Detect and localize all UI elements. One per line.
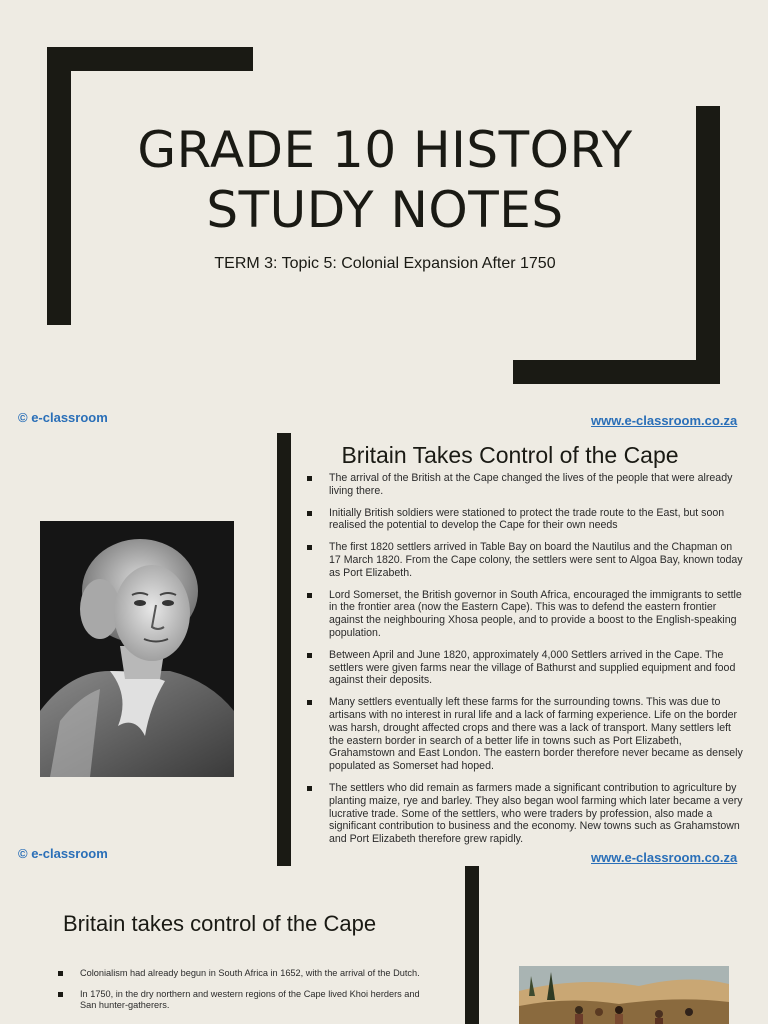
title-line-2: STUDY NOTES xyxy=(206,181,564,239)
website-link[interactable]: www.e-classroom.co.za xyxy=(591,413,738,428)
frame-top-left-horizontal xyxy=(47,47,253,71)
list-item: In 1750, in the dry northern and western regions of the Cape lived Khoi herders and San hunter-gatherers. xyxy=(56,989,426,1012)
lord-somerset-portrait xyxy=(40,521,234,777)
list-item: The first 1820 settlers arrived in Table Bay on board the Nautilus and the Chapman on 17 March 1820. From the Cape colony, the settlers were sent to Algoa Bay, known today as Port Elizabeth. xyxy=(306,541,746,579)
slide2-heading: Britain Takes Control of the Cape xyxy=(341,442,679,468)
website-link[interactable]: www.e-classroom.co.za xyxy=(591,850,738,865)
settlers-painting xyxy=(519,966,729,1024)
copyright-label: © e-classroom xyxy=(18,410,108,425)
painting-illustration xyxy=(519,966,729,1024)
slide2-divider xyxy=(277,433,291,866)
list-item: Colonialism had already begun in South Africa in 1652, with the arrival of the Dutch. xyxy=(56,968,426,980)
list-item: Many settlers eventually left these farms for the surrounding towns. This was due to artisans with no interest in rural life and a lack of farming experience. Life on the border was harsh, drought affected crops and there was a lack of transport. Many settlers left the eastern border in search of a better life in towns such as Port Elizabeth, Grahamstown and East London. The eastern border therefore never became as densely populated as Somerset had hoped. xyxy=(306,696,746,773)
slide3-bullet-list xyxy=(56,968,426,1021)
slide2-bullet-list xyxy=(306,472,746,855)
list-item: Initially British soldiers were stationed to protect the trade route to the East, but soon realised the potential to develop the Cape for their own needs xyxy=(306,507,746,533)
portrait-illustration xyxy=(40,521,234,777)
title-line-1: GRADE 10 HISTORY xyxy=(137,121,633,179)
slide-subtitle: TERM 3: Topic 5: Colonial Expansion After 1750 xyxy=(214,255,556,272)
slide3-divider xyxy=(465,866,479,1024)
list-item: Lord Somerset, the British governor in South Africa, encouraged the immigrants to settle in the frontier area (now the Eastern Cape). This was to defend the eastern frontier against the neighbouring Xhosa people, and to provide a boost to the English-speaking population. xyxy=(306,589,746,640)
slide-title xyxy=(60,120,710,240)
copyright-label: © e-classroom xyxy=(18,846,108,861)
list-item: Between April and June 1820, approximately 4,000 Settlers arrived in the Cape. The settlers were given farms near the village of Bathurst and supplied equipment and food against their deposits. xyxy=(306,649,746,687)
list-item: The settlers who did remain as farmers made a significant contribution to agriculture by planting maize, rye and barley. They also began wool farming which later became a very lucrative trade. Some of the settlers, who were traders by profession, also made a significant contribution to business and the economy. New towns such as Grahamstown and Port Elizabeth therefore grew rapidly. xyxy=(306,782,746,846)
list-item: The arrival of the British at the Cape changed the lives of the people that were already living there. xyxy=(306,472,746,498)
slide3-heading: Britain takes control of the Cape xyxy=(63,911,377,936)
frame-bottom-right-horizontal xyxy=(513,360,720,384)
